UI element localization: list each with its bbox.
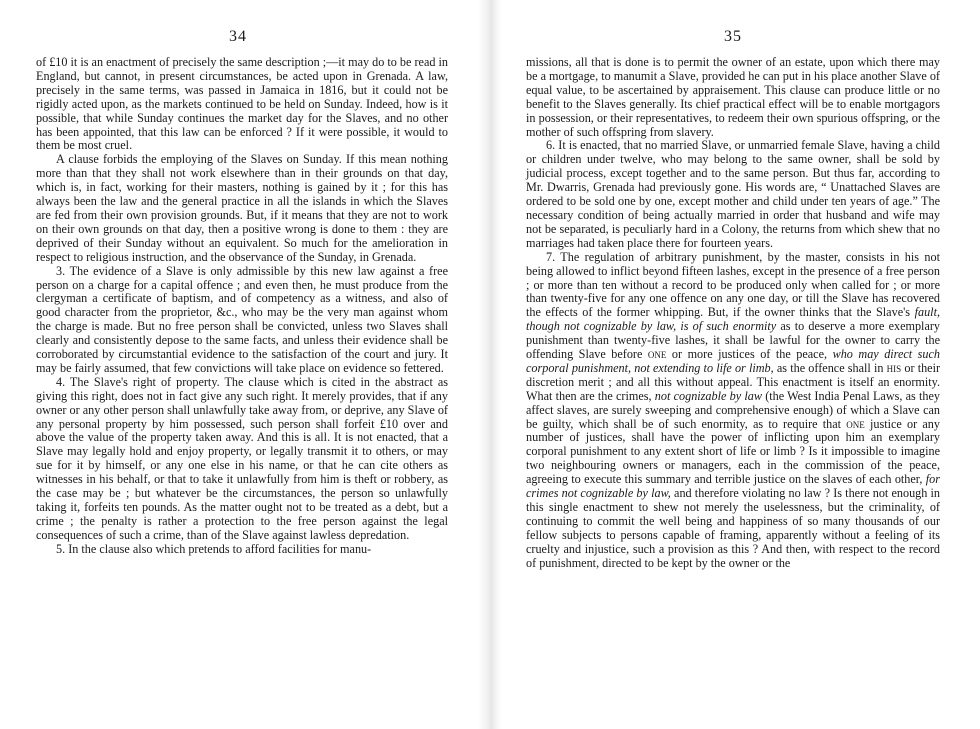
paragraph-5-manumission: 5. In the clause also which pretends to afford facilities for manu- xyxy=(56,541,372,556)
page-number-right: 35 xyxy=(724,28,742,45)
right-page-text xyxy=(526,56,940,571)
paragraph-4-property: 4. The Slave's right of property. The clause which is cited in the abstract as giving this right, does not in fact give any such right. It merely provides, that if any owner or any other person shall unlawfully take away from, or deprive, any Slave of any personal property by him possessed, such person shall forfeit £10 over and above the value of the property taken away. And this is all. It is not enacted, that a Slave may legally hold and enjoy property, or legally transmit it to others, or may sue for it by himself, or any one else in his name, or that he can cite others as witnesses in his behalf, or that to take it unlawfully from him is theft or robbery, as the case may be ; but whatever be the circumstances, the person so unlawfully taking it, forfeits ten pounds. As the matter ought not to be treated as a debt, but a crime ; the penalty is rather a protection to the free person against the legal consequences of such a crime, than of the Slave against lawless depredation. xyxy=(36,374,448,542)
left-page xyxy=(0,0,478,729)
paragraph-6-married-slaves: 6. It is enacted, that no married Slave, or unmarried female Slave, having a child or children under twelve, who may belong to the same owner, shall be sold by judicial process, except together and to the same person. But thus far, according to Mr. Dwarris, Grenada had previously gone. His words are, “ Unattached Slaves are ordered to be sold one by one, except mother and child under ten years of age.” The necessary condition of being actually married in order that husband and wife may not be separated, is peculiarly hard in a Colony, the returns from which shew that no marriages had taken place there for fourteen years. xyxy=(526,138,940,250)
book-gutter xyxy=(478,0,502,729)
paragraph-sunday-clause: A clause forbids the employing of the Slaves on Sunday. If this mean nothing more than that they shall not work elsewhere than in their grounds on that day, which is, in fact, working for their masters, nothing is gained by it ; for this has always been the law and the general practice in all the islands in which the Slaves are fed from their own provision grounds. But, if it means that they are not to work on their own grounds on that day, then a positive wrong is done to them : they are deprived of their Sunday without an equivalent. So much for the amelioration in respect to religious instruction, and the observance of the Sunday, in Grenada. xyxy=(36,152,448,264)
paragraph-7-punishment: 7. The regulation of arbitrary punishment, by the master, consists in his not being allowed to inflict beyond fifteen lashes, except in the presence of a free person ; or more than ten without a record to be produced only when called for ; or more than twenty-five for any one offence on any one day, or till the Slave has recovered the effects of the former whipping. But, if the owner thinks that the Slave's fault, though not cognizable by law, is of such enormity as to deserve a more exemplary punishment than twenty-five lashes, it shall be lawful for the owner to carry the offending Slave before one or more justices of the peace, who may direct such corporal punishment, not extending to life or limb, as the offence shall in his or their discretion merit ; and all this without appeal. This enactment is itself an enormity. What then are the crimes, not cognizable by law (the West India Penal Laws, as they affect slaves, are surely sweeping and comprehensive enough) of which a Slave can be guilty, which shall be of such enormity, as to require that one justice or any number of justices, shall have the power of inflicting upon him an exemplary corporal punishment to any extent short of life or limb ? Is it impossible to imagine two neighbouring owners or managers, each in the commission of the peace, agreeing to execute this summary and terrible justice on the slaves of each other, for crimes not cognizable by law, and therefore violating no law ? Is there not enough in this single enactment to shew not merely the uselessness, but the criminality, of continuing to commit the well being and happiness of so many thousands of our fellow subjects to persons capable of framing, apparently without a feeling of its cruelty and injustice, such a provision as this ? And then, with respect to the record of punishment, directed to be kept by the owner or the xyxy=(526,249,941,570)
paragraph-continued: of £10 it is an enactment of precisely the same description ;—it may do to be read in England, but cannot, in present circumstances, be acted upon in Grenada. A law, precisely in the same terms, was passed in Jamaica in 1816, but it could not be rigidly acted upon, as the markets continued to be held on Sunday. Indeed, how is it possible, that while Sunday continues the market day for the Slaves, and no other has been appointed, that this law can be enforced ? If it were possible, it would to them be most cruel. xyxy=(36,55,448,153)
left-page-text xyxy=(36,56,448,557)
paragraph-manumissions: missions, all that is done is to permit the owner of an estate, upon which there may be a mortgage, to manumit a Slave, provided he can put in his place another Slave of equal value, to be ascertained by appraisement. This clause can produce little or no benefit to the Slaves generally. Its chief practical effect will be to enable mortgagors in possession, or their representatives, to redeem their own spurious offspring, or the mother of such offspring from slavery. xyxy=(526,55,940,139)
paragraph-3-evidence: 3. The evidence of a Slave is only admissible by this new law against a free person on a charge for a capital offence ; and even then, he must produce from the clergyman a certificate of baptism, and of competency as a witness, and also of good character from the proprietor, &c., who may be the very man against whom the charge is made. But no free person shall be convicted, unless two Slaves shall clearly and consistently depose to the same facts, and unless their evidence shall be corroborated by circumstantial evidence to the satisfaction of the court and jury. It may be fairly assumed, that few convictions will take place on evidence so fettered. xyxy=(36,263,448,375)
page-number-left: 34 xyxy=(229,28,247,45)
right-page xyxy=(502,0,980,729)
